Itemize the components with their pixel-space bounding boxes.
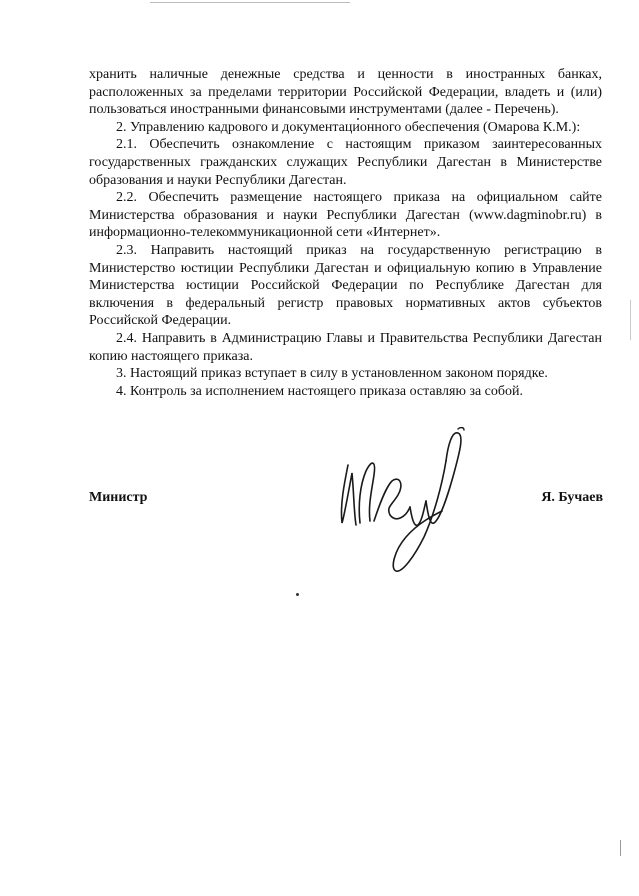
scan-speck: [296, 593, 299, 596]
paragraph-item-2: 2. Управлению кадрового и документационного обеспечения (Омарова К.М.):: [116, 119, 581, 135]
scan-speck: [357, 118, 359, 120]
scan-edge-mark: [630, 300, 631, 340]
signatory-title: Министр: [89, 490, 148, 505]
paragraph-continuation: хранить наличные денежные средства и ценности в иностранных банках, расположенных за пределами территории Российской Федерации, владеть и (или) пользоваться иностранными финансовыми инструментами (далее - Перечень).: [89, 67, 602, 118]
paragraph-item-2-3: 2.3. Направить настоящий приказ на государственную регистрацию в Министерство юстиции Республики Дагестан и официальную копию в Управление Министерства юстиции Российской Федерации по Республике Дагестан для включения в федеральный регистр правовых нормативных актов субъектов Российской Федерации.: [89, 242, 602, 329]
handwritten-signature: [330, 425, 480, 585]
paragraph-item-4: 4. Контроль за исполнением настоящего приказа оставляю за собой.: [116, 383, 524, 399]
paragraph-item-2-1: 2.1. Обеспечить ознакомление с настоящим приказом заинтересованных государственных гражданских служащих Республики Дагестан в Министерстве образования и науки Республики Дагестан.: [89, 137, 602, 188]
signatory-name: Я. Бучаев: [541, 490, 603, 505]
scan-edge-mark: [620, 840, 621, 856]
paragraph-item-2-4: 2.4. Направить в Администрацию Главы и Правительства Республики Дагестан копию настоящего приказа.: [89, 330, 602, 364]
paragraph-item-2-2: 2.2. Обеспечить размещение настоящего приказа на официальном сайте Министерства образования и науки Республики Дагестан (www.dagminobr.ru) в информационно-телекоммуникационной сети «Интернет».: [89, 190, 602, 241]
paragraph-item-3: 3. Настоящий приказ вступает в силу в установленном законом порядке.: [116, 366, 548, 382]
